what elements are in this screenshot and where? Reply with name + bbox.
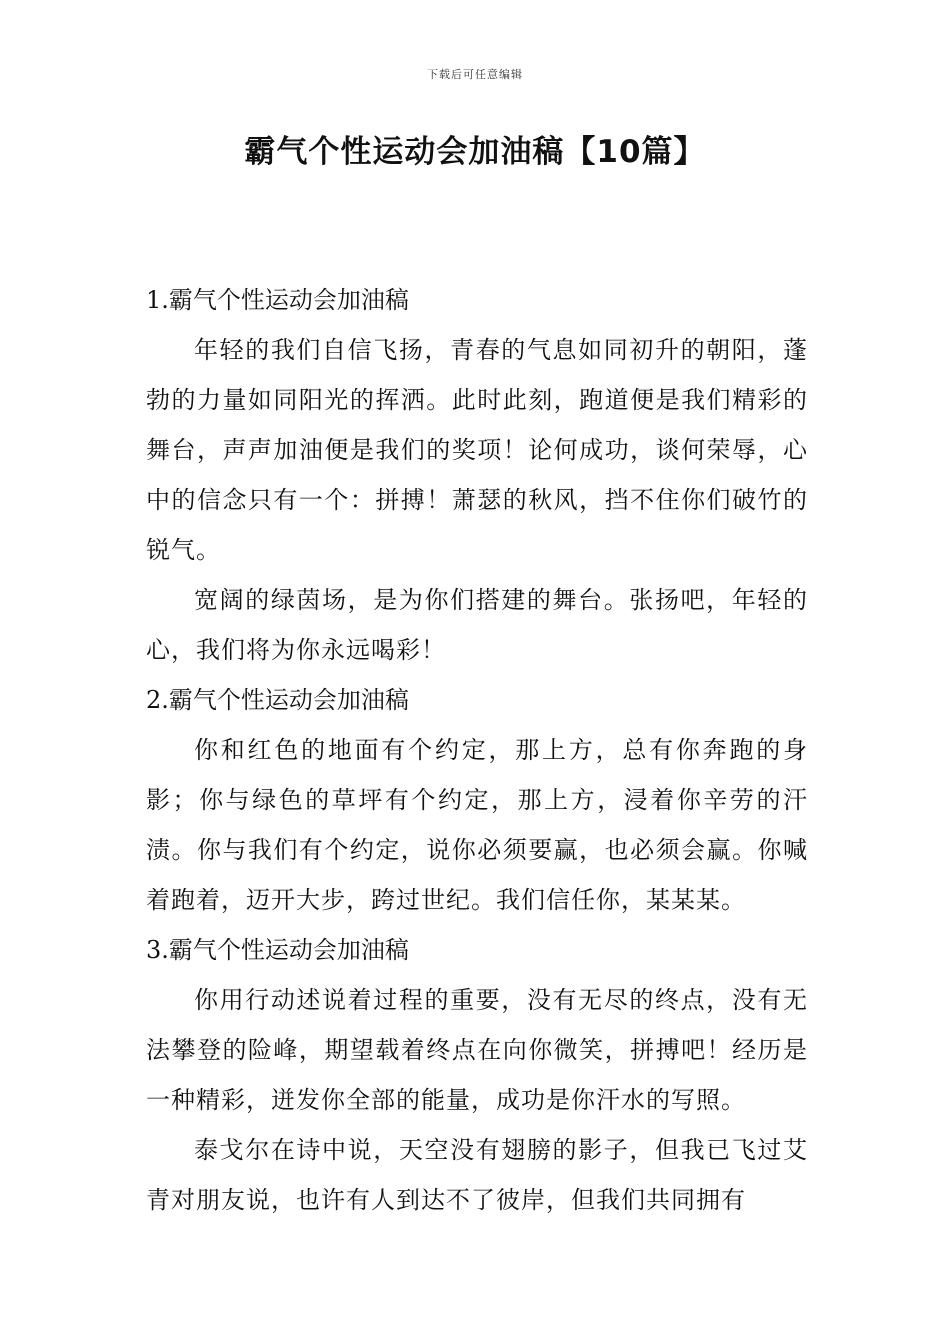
section-3 (146, 925, 808, 1225)
section-2 (146, 675, 808, 925)
paragraph: 宽阔的绿茵场，是为你们搭建的舞台。张扬吧，年轻的心，我们将为你永远喝彩！ (146, 586, 808, 664)
header-note: 下载后可任意编辑 (427, 68, 523, 81)
paragraph: 泰戈尔在诗中说，天空没有翅膀的影子，但我已飞过艾青对朋友说，也许有人到达不了彼岸，但我们共同拥有 (146, 1136, 808, 1214)
section-heading: 2.霸气个性运动会加油稿 (146, 686, 409, 714)
section-heading: 3.霸气个性运动会加油稿 (146, 936, 409, 964)
section-1 (146, 275, 808, 675)
section-heading: 1.霸气个性运动会加油稿 (146, 286, 409, 314)
paragraph: 你用行动述说着过程的重要，没有无尽的终点，没有无法攀登的险峰，期望载着终点在向你微笑，拼搏吧！经历是一种精彩，迸发你全部的能量，成功是你汗水的写照。 (146, 986, 808, 1114)
document-title: 霸气个性运动会加油稿【10篇】 (244, 134, 706, 170)
document-body (146, 275, 808, 1225)
paragraph: 年轻的我们自信飞扬，青春的气息如同初升的朝阳，蓬勃的力量如同阳光的挥洒。此时此刻，跑道便是我们精彩的舞台，声声加油便是我们的奖项！论何成功，谈何荣辱，心中的信念只有一个：拼搏！萧瑟的秋风，挡不住你们破竹的锐气。 (146, 336, 808, 564)
paragraph: 你和红色的地面有个约定，那上方，总有你奔跑的身影；你与绿色的草坪有个约定，那上方，浸着你辛劳的汗渍。你与我们有个约定，说你必须要赢，也必须会赢。你喊着跑着，迈开大步，跨过世纪。我们信任你，某某某。 (146, 736, 808, 914)
